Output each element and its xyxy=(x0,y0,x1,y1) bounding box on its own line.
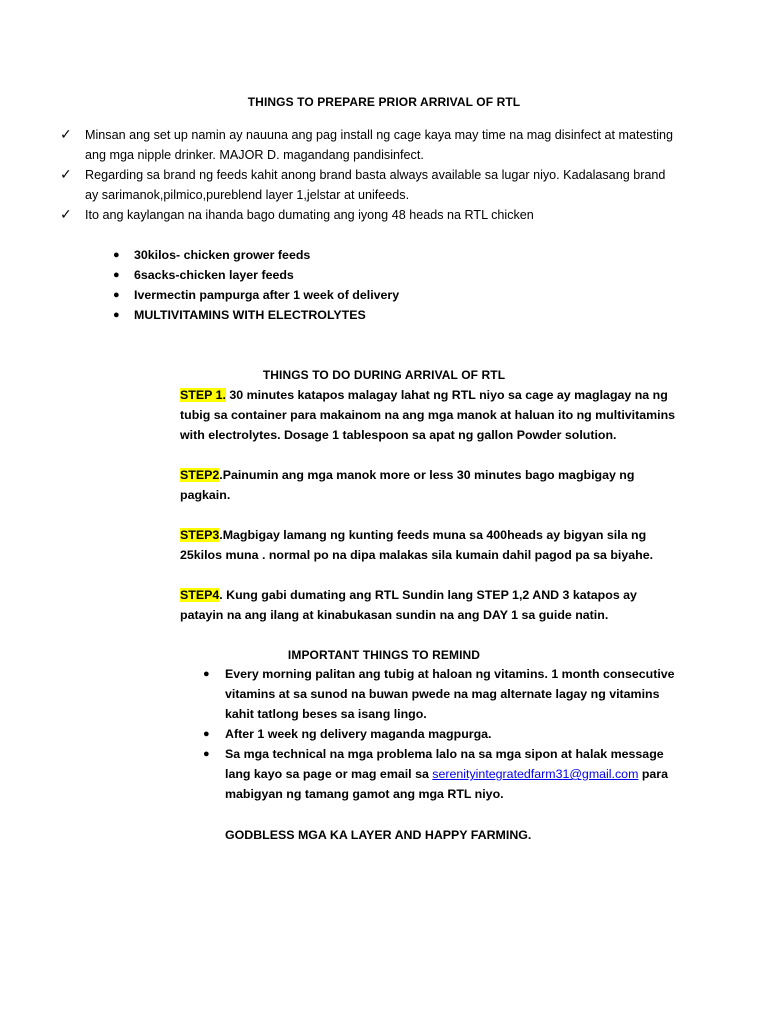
list-item: ● 30kilos- chicken grower feeds xyxy=(113,245,399,265)
list-item: ● Sa mga technical na mga problema lalo na sa mga sipon at halak message lang kayo sa page or mag email sa serenityintegratedfarm31@gmail.com para mabigyan ng tamang gamot ang mga RTL niyo. xyxy=(203,744,683,804)
email-link[interactable]: serenityintegratedfarm31@gmail.com xyxy=(432,767,639,781)
bullet-icon: ● xyxy=(113,309,120,321)
step-label: STEP3 xyxy=(180,528,220,542)
list-item: ✓ Regarding sa brand ng feeds kahit anong brand basta always available sa lugar niyo. Kadalasang brand ay sarimanok,pilmico,pureblend layer 1,jelstar at unifeeds. xyxy=(60,167,666,202)
bullet-icon: ● xyxy=(203,728,210,740)
bullet-icon: ● xyxy=(203,748,210,760)
checkmark-icon: ✓ xyxy=(60,167,72,183)
supplies-list xyxy=(113,245,399,325)
list-item: ● MULTIVITAMINS WITH ELECTROLYTES xyxy=(113,305,399,325)
step-paragraph: STEP2.Painumin ang mga manok more or less 30 minutes bago magbigay ng pagkain. xyxy=(180,468,635,502)
list-item: ● Ivermectin pampurga after 1 week of delivery xyxy=(113,285,399,305)
prepare-check-list xyxy=(60,125,680,225)
section3-title: IMPORTANT THINGS TO REMIND xyxy=(287,648,481,662)
checkmark-icon: ✓ xyxy=(60,207,72,223)
list-item: ● Every morning palitan ang tubig at haloan ng vitamins. 1 month consecutive vitamins at sa sunod na buwan pwede na mag alternate lagay ng vitamins kahit tatlong beses sa isang lingo. xyxy=(203,664,683,724)
bullet-icon: ● xyxy=(113,269,120,281)
step-paragraph: STEP3.Magbigay lamang ng kunting feeds muna sa 400heads ay bigyan sila ng 25kilos muna . normal po na dipa malakas sila kumain dahil pagod pa sa biyahe. xyxy=(180,528,654,562)
step-label: STEP4 xyxy=(180,588,220,602)
list-item: ✓ Minsan ang set up namin ay nauuna ang pag install ng cage kaya may time na mag disinfect at matesting ang mga nipple drinker. MAJOR D. magandang pandisinfect. xyxy=(60,127,674,162)
section1-title: THINGS TO PREPARE PRIOR ARRIVAL OF RTL xyxy=(247,95,521,109)
bullet-icon: ● xyxy=(203,668,210,680)
list-item: ● 6sacks-chicken layer feeds xyxy=(113,265,399,285)
list-item: ✓ Ito ang kaylangan na ihanda bago dumating ang iyong 48 heads na RTL chicken xyxy=(60,207,534,223)
section2-title: THINGS TO DO DURING ARRIVAL OF RTL xyxy=(262,368,506,382)
step-paragraph: STEP 1. 30 minutes katapos malagay lahat ng RTL niyo sa cage ay maglagay na ng tubig sa container para makainom na ang mga manok at haluan ito ng multivitamins with electrolytes. Dosage 1 tablespoon sa apat ng gallon Powder solution. xyxy=(180,388,676,442)
step-label: STEP 1. xyxy=(180,388,226,402)
step-label: STEP2 xyxy=(180,468,220,482)
closing-text: GODBLESS MGA KA LAYER AND HAPPY FARMING. xyxy=(225,828,532,842)
list-item: ● After 1 week ng delivery maganda magpurga. xyxy=(203,724,683,744)
bullet-icon: ● xyxy=(113,289,120,301)
bullet-icon: ● xyxy=(113,249,120,261)
steps-block xyxy=(180,385,680,645)
step-paragraph: STEP4. Kung gabi dumating ang RTL Sundin lang STEP 1,2 AND 3 katapos ay patayin na ang ilang at kinabukasan sundin na ang DAY 1 sa guide natin. xyxy=(180,588,637,622)
remind-list xyxy=(203,664,683,804)
checkmark-icon: ✓ xyxy=(60,127,72,143)
